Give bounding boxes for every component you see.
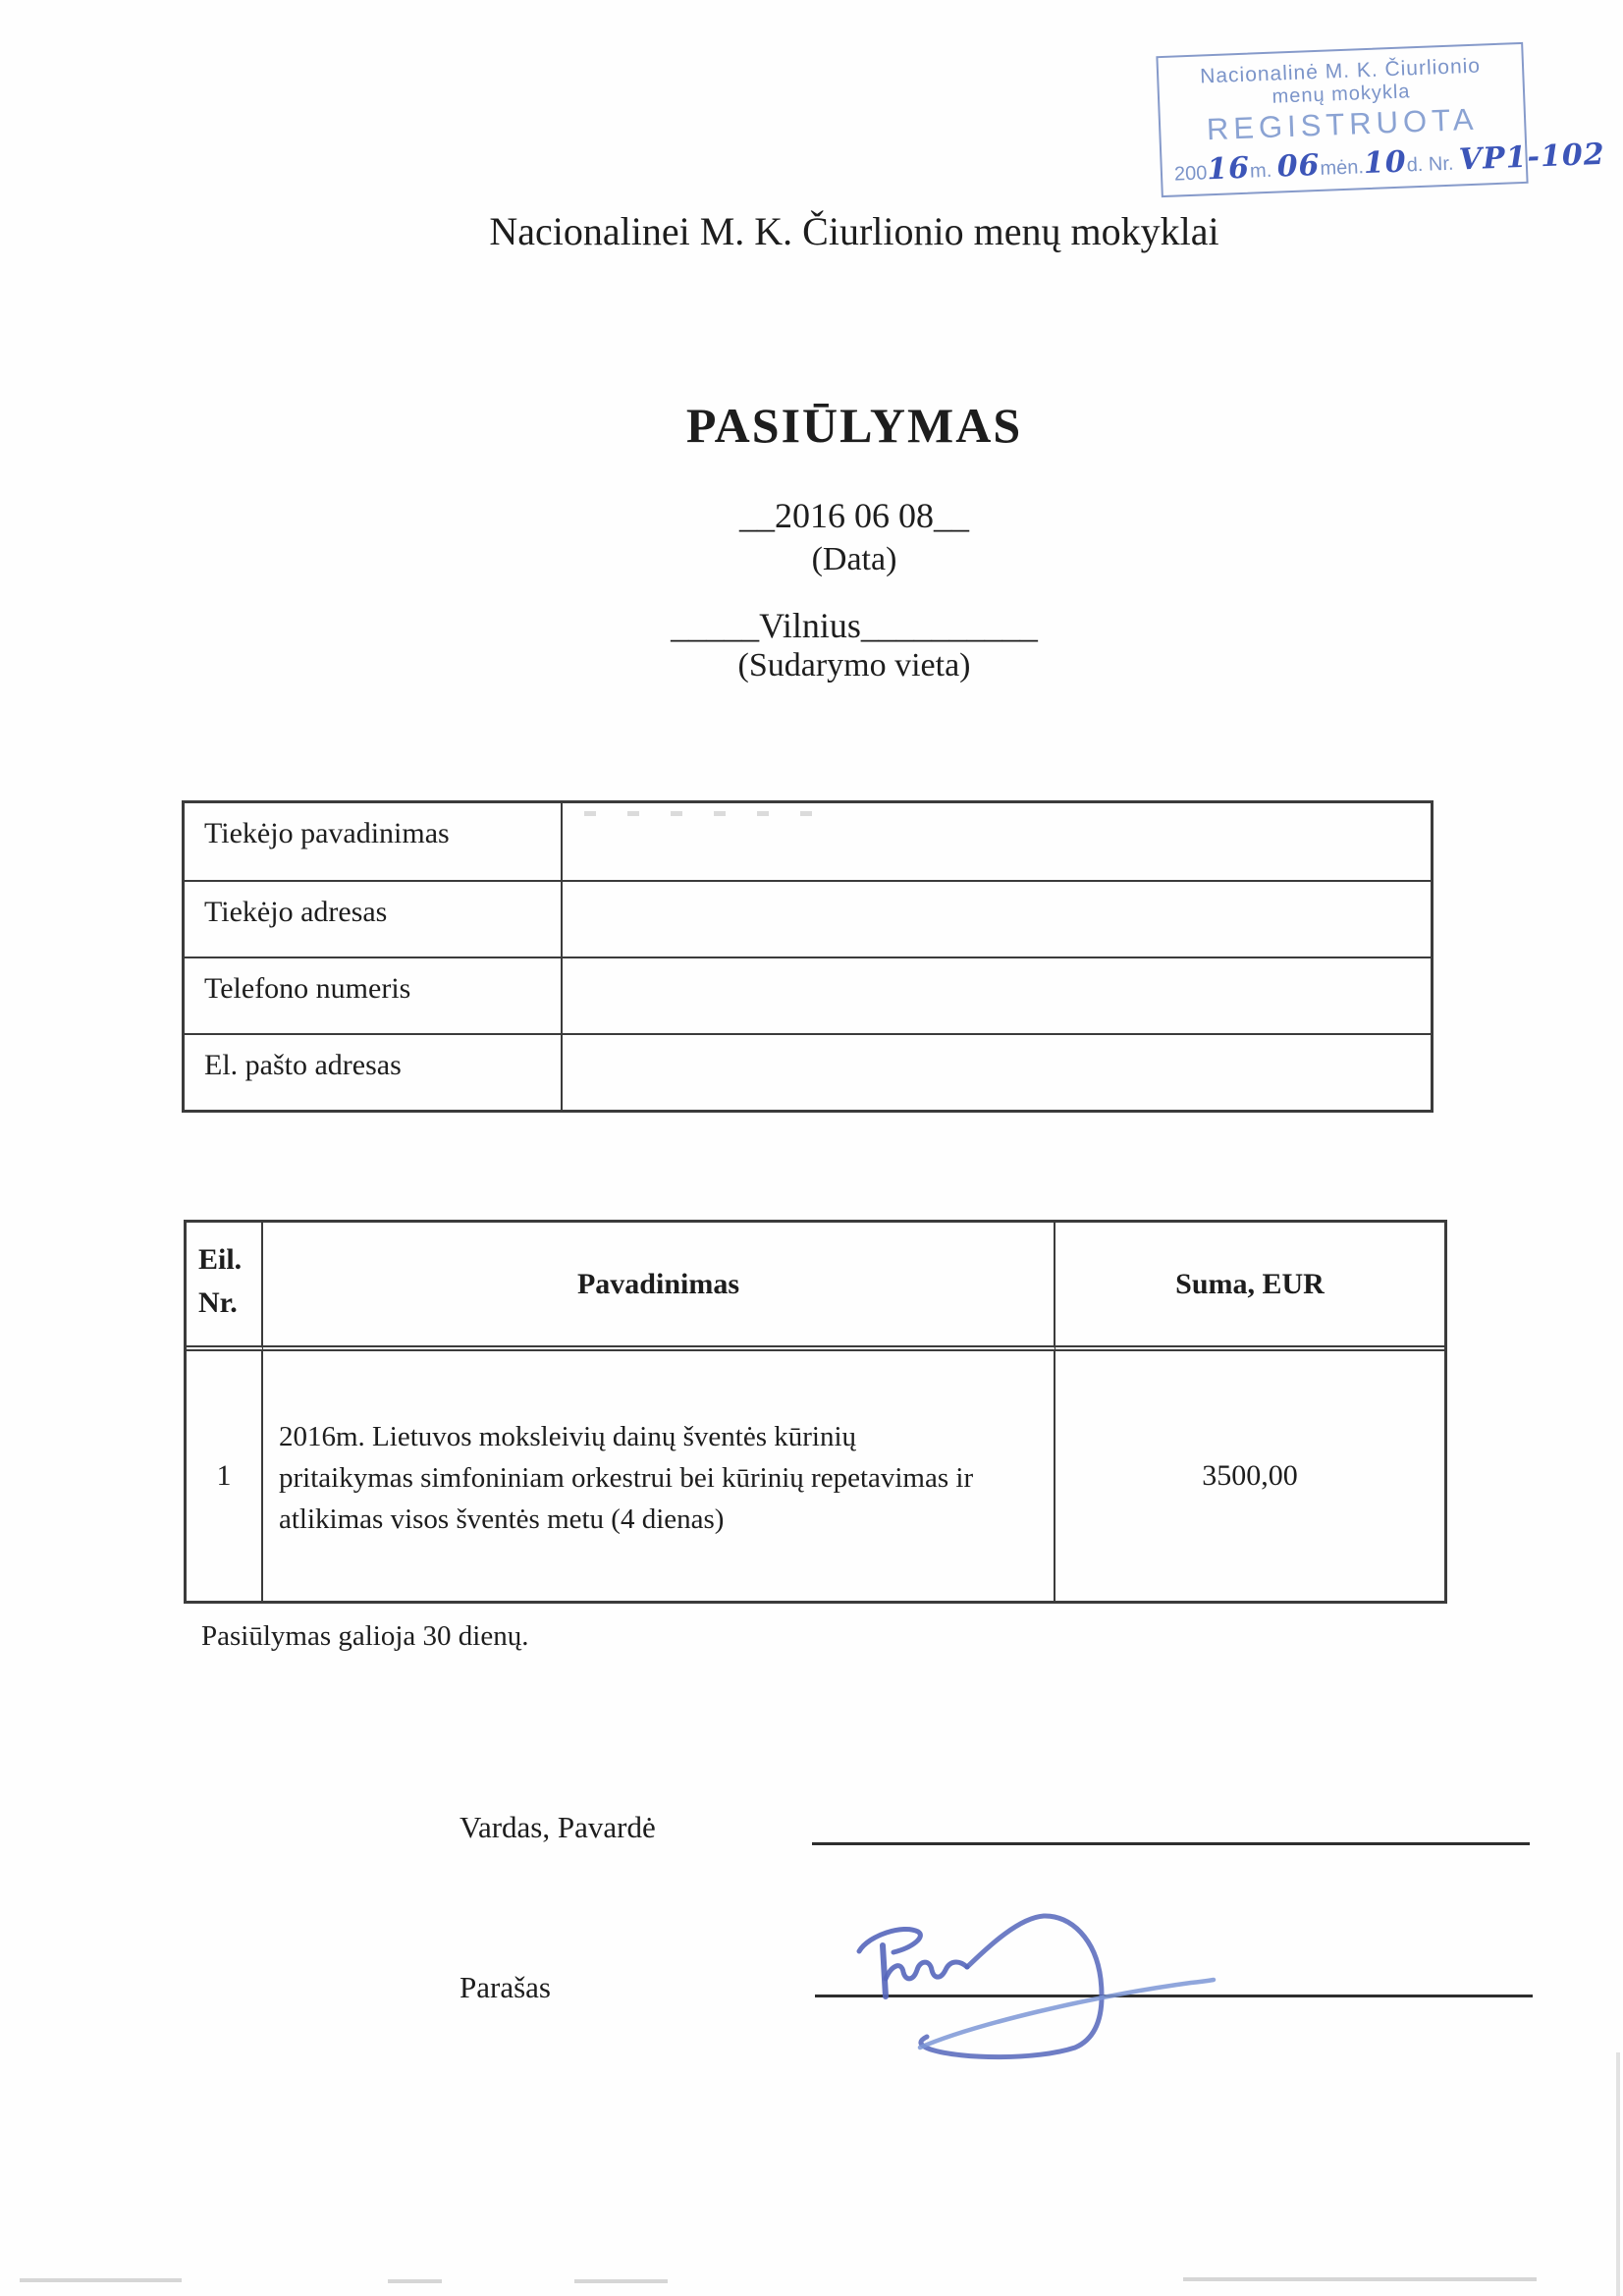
stamp-number-handwritten: VP1-102 [1458,137,1606,178]
stamp-month-label: mėn. [1320,156,1365,180]
name-surname-label: Vardas, Pavardė [460,1810,656,1844]
scan-artifact [20,2278,182,2282]
stamp-school-name-line1: Nacionalinė M. K. Čiurlionio [1199,54,1482,88]
stamp-year-suffix: m. [1249,159,1272,183]
offer-row-description: 2016m. Lietuvos moksleivių dainų šventės kūrinių pritaikymas simfoniniam orkestrui bei kūrinių repetavimas ir atlikimas visos šventės metu (4 dienas) [263,1351,1055,1601]
place-caption: (Sudarymo vieta) [737,647,971,683]
email-address-value [563,1033,1431,1110]
header-nr-line2: Nr. [198,1286,238,1319]
stamp-year-handwritten: 16 [1206,150,1251,188]
supplier-name-label: Tiekėjo pavadinimas [185,803,563,880]
phone-number-label: Telefono numeris [185,957,563,1033]
stamp-school-name-line2: menų mokykla [1271,81,1411,108]
registration-stamp [1156,42,1606,197]
erased-text-artifact [584,811,830,816]
addressee-line: Nacionalinei M. K. Čiurlionio menų mokyklai [489,209,1219,253]
supplier-name-value [563,803,1431,880]
offer-row-number: 1 [187,1351,263,1601]
stamp-day-label: d. Nr. [1406,152,1454,177]
header-nr-line1: Eil. [198,1243,243,1276]
phone-number-value [563,957,1431,1033]
supplier-address-label: Tiekėjo adresas [185,880,563,957]
scan-artifact [1183,2277,1537,2281]
scan-artifact-edge [1616,2052,1620,2296]
offer-table-header-sum: Suma, EUR [1055,1223,1444,1351]
supplier-info-table [182,800,1434,1113]
stamp-registered-label: REGISTRUOTA [1206,101,1480,147]
scan-artifact [388,2279,442,2283]
date-caption: (Data) [811,541,897,577]
offer-table [184,1220,1447,1604]
stamp-day-handwritten: 10 [1363,144,1408,182]
validity-note: Pasiūlymas galioja 30 dienų. [201,1620,529,1652]
place-value: _____Vilnius__________ [671,606,1038,645]
supplier-address-value [563,880,1431,957]
name-surname-blank-line [812,1842,1530,1845]
scan-artifact [574,2279,668,2283]
email-address-label: El. pašto adresas [185,1033,563,1110]
signature-label: Parašas [460,1970,551,2004]
offer-row-sum: 3500,00 [1202,1459,1298,1492]
document-title: PASIŪLYMAS [685,398,1023,453]
stamp-month-handwritten: 06 [1276,147,1322,185]
date-value: __2016 06 08__ [739,496,969,535]
stamp-year-prefix: 200 [1173,162,1208,186]
handwritten-signature [833,1898,1235,2105]
offer-table-header-name: Pavadinimas [263,1223,1055,1351]
offer-table-header-nr [187,1223,263,1351]
